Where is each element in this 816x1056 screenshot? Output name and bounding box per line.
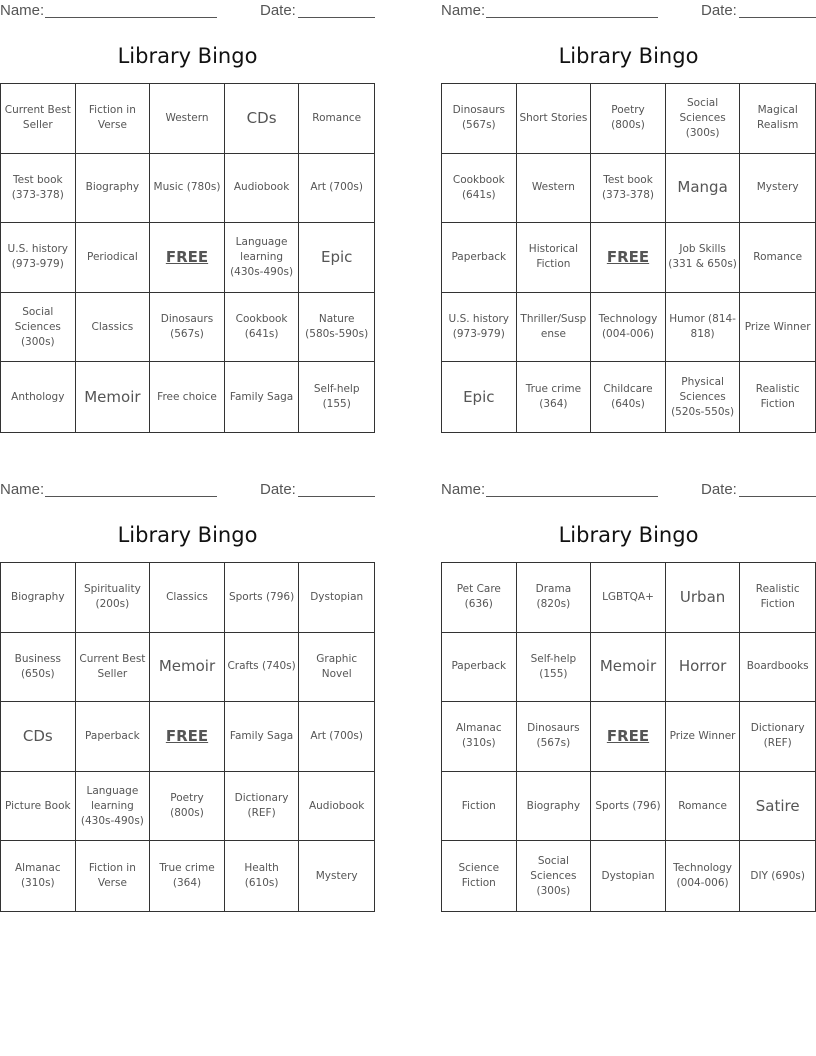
bingo-cell: CDs [1, 702, 76, 772]
bingo-cell: Dictionary (REF) [225, 772, 300, 842]
bingo-cell: Current Best Seller [76, 633, 151, 703]
bingo-cell: Sports (796) [225, 563, 300, 633]
name-label: Name: [0, 2, 45, 19]
bingo-cell: Western [150, 84, 225, 154]
name-date-bar [441, 479, 816, 501]
bingo-cell: CDs [225, 84, 300, 154]
bingo-cell: U.S. history (973-979) [442, 293, 517, 363]
bingo-cell: Dystopian [299, 563, 374, 633]
bingo-cell: Biography [76, 154, 151, 224]
bingo-cell: Fiction in Verse [76, 841, 151, 911]
bingo-cell: Nature (580s-590s) [299, 293, 374, 363]
bingo-cell: DIY (690s) [750, 869, 805, 882]
bingo-cell: Poetry (800s) [591, 84, 666, 154]
bingo-cell: Epic [442, 362, 517, 432]
bingo-cell: Language learning (430s-490s) [76, 772, 151, 842]
date-label: Date: [701, 2, 737, 19]
bingo-grid [0, 83, 375, 433]
bingo-cell: Almanac (310s) [442, 702, 517, 772]
bingo-cell: Periodical [76, 223, 151, 293]
bingo-cell: Classics [150, 563, 225, 633]
bingo-cell: Technology (004-006) [666, 841, 741, 911]
bingo-cell: Graphic Novel [299, 633, 374, 703]
bingo-cell: Epic [299, 223, 374, 293]
name-line [45, 496, 217, 497]
bingo-cell: Dictionary (REF) [740, 702, 815, 772]
bingo-cell: Physical Sciences (520s-550s) [666, 362, 741, 432]
bingo-card-3 [0, 479, 376, 919]
name-label: Name: [441, 481, 486, 498]
bingo-cell: Language learning (430s-490s) [225, 223, 300, 293]
bingo-cell: Test book (373-378) [1, 154, 76, 224]
bingo-cell: Spirituality (200s) [76, 563, 151, 633]
card-title: Library Bingo [558, 523, 699, 547]
date-label: Date: [701, 481, 737, 498]
bingo-cell: Dinosaurs (567s) [517, 702, 592, 772]
bingo-cell: Music (780s) [150, 154, 225, 224]
bingo-grid [0, 562, 375, 912]
bingo-cell: Memoir [591, 633, 666, 703]
date-line [298, 17, 375, 18]
bingo-cell: Historical Fiction [517, 223, 592, 293]
bingo-cell: Classics [76, 293, 151, 363]
bingo-cell: Dinosaurs (567s) [150, 293, 225, 363]
bingo-cell: Family Saga [225, 702, 300, 772]
bingo-cell: Self-help (155) [517, 633, 592, 703]
bingo-cell: Romance [740, 223, 815, 293]
date-label: Date: [260, 2, 296, 19]
bingo-cell: Childcare (640s) [591, 362, 666, 432]
bingo-cell: Technology (004-006) [591, 293, 666, 363]
bingo-cell: Manga [666, 154, 741, 224]
bingo-cell: Paperback [76, 702, 151, 772]
date-line [739, 17, 816, 18]
bingo-cell: Dinosaurs (567s) [442, 84, 517, 154]
card-title: Library Bingo [117, 523, 258, 547]
bingo-cell: Urban [666, 563, 741, 633]
bingo-cell: Thriller/Suspense [517, 293, 592, 363]
bingo-grid [441, 83, 816, 433]
bingo-cell: Cookbook (641s) [225, 293, 300, 363]
card-title: Library Bingo [558, 44, 699, 68]
bingo-cell: Art (700s) [299, 154, 374, 224]
bingo-cell: Crafts (740s) [225, 633, 300, 703]
bingo-cell: Pet Care (636) [442, 563, 517, 633]
bingo-cell: Paperback [442, 223, 517, 293]
bingo-cell: Realistic Fiction [740, 563, 815, 633]
bingo-cell: Dystopian [591, 841, 666, 911]
bingo-cell: Business (650s) [1, 633, 76, 703]
bingo-cell: Horror [666, 633, 741, 703]
bingo-cell: Social Sciences (300s) [517, 841, 592, 911]
date-line [739, 496, 816, 497]
bingo-cell: Mystery [315, 869, 358, 882]
bingo-cell: Romance [666, 772, 741, 842]
bingo-cell: Western [517, 154, 592, 224]
name-date-bar [0, 479, 376, 501]
bingo-cell: Memoir [76, 362, 151, 432]
date-line [298, 496, 375, 497]
bingo-cell: Sports (796) [591, 772, 666, 842]
bingo-cell: Boardbooks [740, 633, 815, 703]
bingo-card-2 [441, 0, 816, 440]
bingo-cell: Free choice [150, 362, 225, 432]
free-space-cell: FREE [591, 702, 666, 772]
bingo-cell: Magical Realism [740, 84, 815, 154]
bingo-cell: Prize Winner [740, 293, 815, 363]
bingo-cell: Social Sciences (300s) [666, 84, 741, 154]
card-title: Library Bingo [117, 44, 258, 68]
bingo-cell: Paperback [442, 633, 517, 703]
bingo-cell: Picture Book [1, 772, 76, 842]
bingo-cell: Romance [299, 84, 374, 154]
bingo-cell: Current Best Seller [1, 84, 76, 154]
bingo-cell: Audiobook [225, 154, 300, 224]
bingo-grid [441, 562, 816, 912]
free-space-cell: FREE [591, 223, 666, 293]
free-space-cell: FREE [150, 702, 225, 772]
bingo-cell: Health (610s) [225, 841, 300, 911]
bingo-card-1 [0, 0, 376, 440]
bingo-cell: Short Stories [517, 84, 592, 154]
bingo-cell: Almanac (310s) [1, 841, 76, 911]
bingo-cell: Prize Winner [666, 702, 741, 772]
bingo-cell: Audiobook [299, 772, 374, 842]
bingo-cell: Poetry (800s) [150, 772, 225, 842]
bingo-cell: Biography [1, 563, 76, 633]
bingo-cell: Cookbook (641s) [442, 154, 517, 224]
name-line [486, 496, 658, 497]
date-label: Date: [260, 481, 296, 498]
bingo-cell: Fiction [442, 772, 517, 842]
bingo-cell: Social Sciences (300s) [1, 293, 76, 363]
name-date-bar [0, 0, 376, 22]
bingo-cell: Test book (373-378) [591, 154, 666, 224]
bingo-card-4 [441, 479, 816, 919]
bingo-cell: LGBTQA+ [591, 563, 666, 633]
name-date-bar [441, 0, 816, 22]
bingo-cell: True crime (364) [150, 841, 225, 911]
name-label: Name: [441, 2, 486, 19]
bingo-cell: Drama (820s) [517, 563, 592, 633]
bingo-cell: Realistic Fiction [755, 383, 800, 411]
bingo-cell: Mystery [740, 154, 815, 224]
bingo-cell: Humor (814-818) [666, 293, 741, 363]
bingo-cell: Family Saga [225, 362, 300, 432]
free-space-cell: FREE [150, 223, 225, 293]
bingo-cell: True crime (364) [517, 362, 592, 432]
bingo-cell: Self-help (155) [313, 383, 360, 411]
bingo-cell: Fiction in Verse [76, 84, 151, 154]
name-line [45, 17, 217, 18]
bingo-cell: Memoir [150, 633, 225, 703]
bingo-cell: Science Fiction [442, 841, 517, 911]
bingo-cell: Biography [517, 772, 592, 842]
name-label: Name: [0, 481, 45, 498]
bingo-cell: Art (700s) [299, 702, 374, 772]
bingo-cell: Job Skills (331 & 650s) [666, 223, 741, 293]
bingo-cell: Anthology [1, 362, 76, 432]
name-line [486, 17, 658, 18]
bingo-cell: U.S. history (973-979) [1, 223, 76, 293]
bingo-cell: Satire [740, 772, 815, 842]
